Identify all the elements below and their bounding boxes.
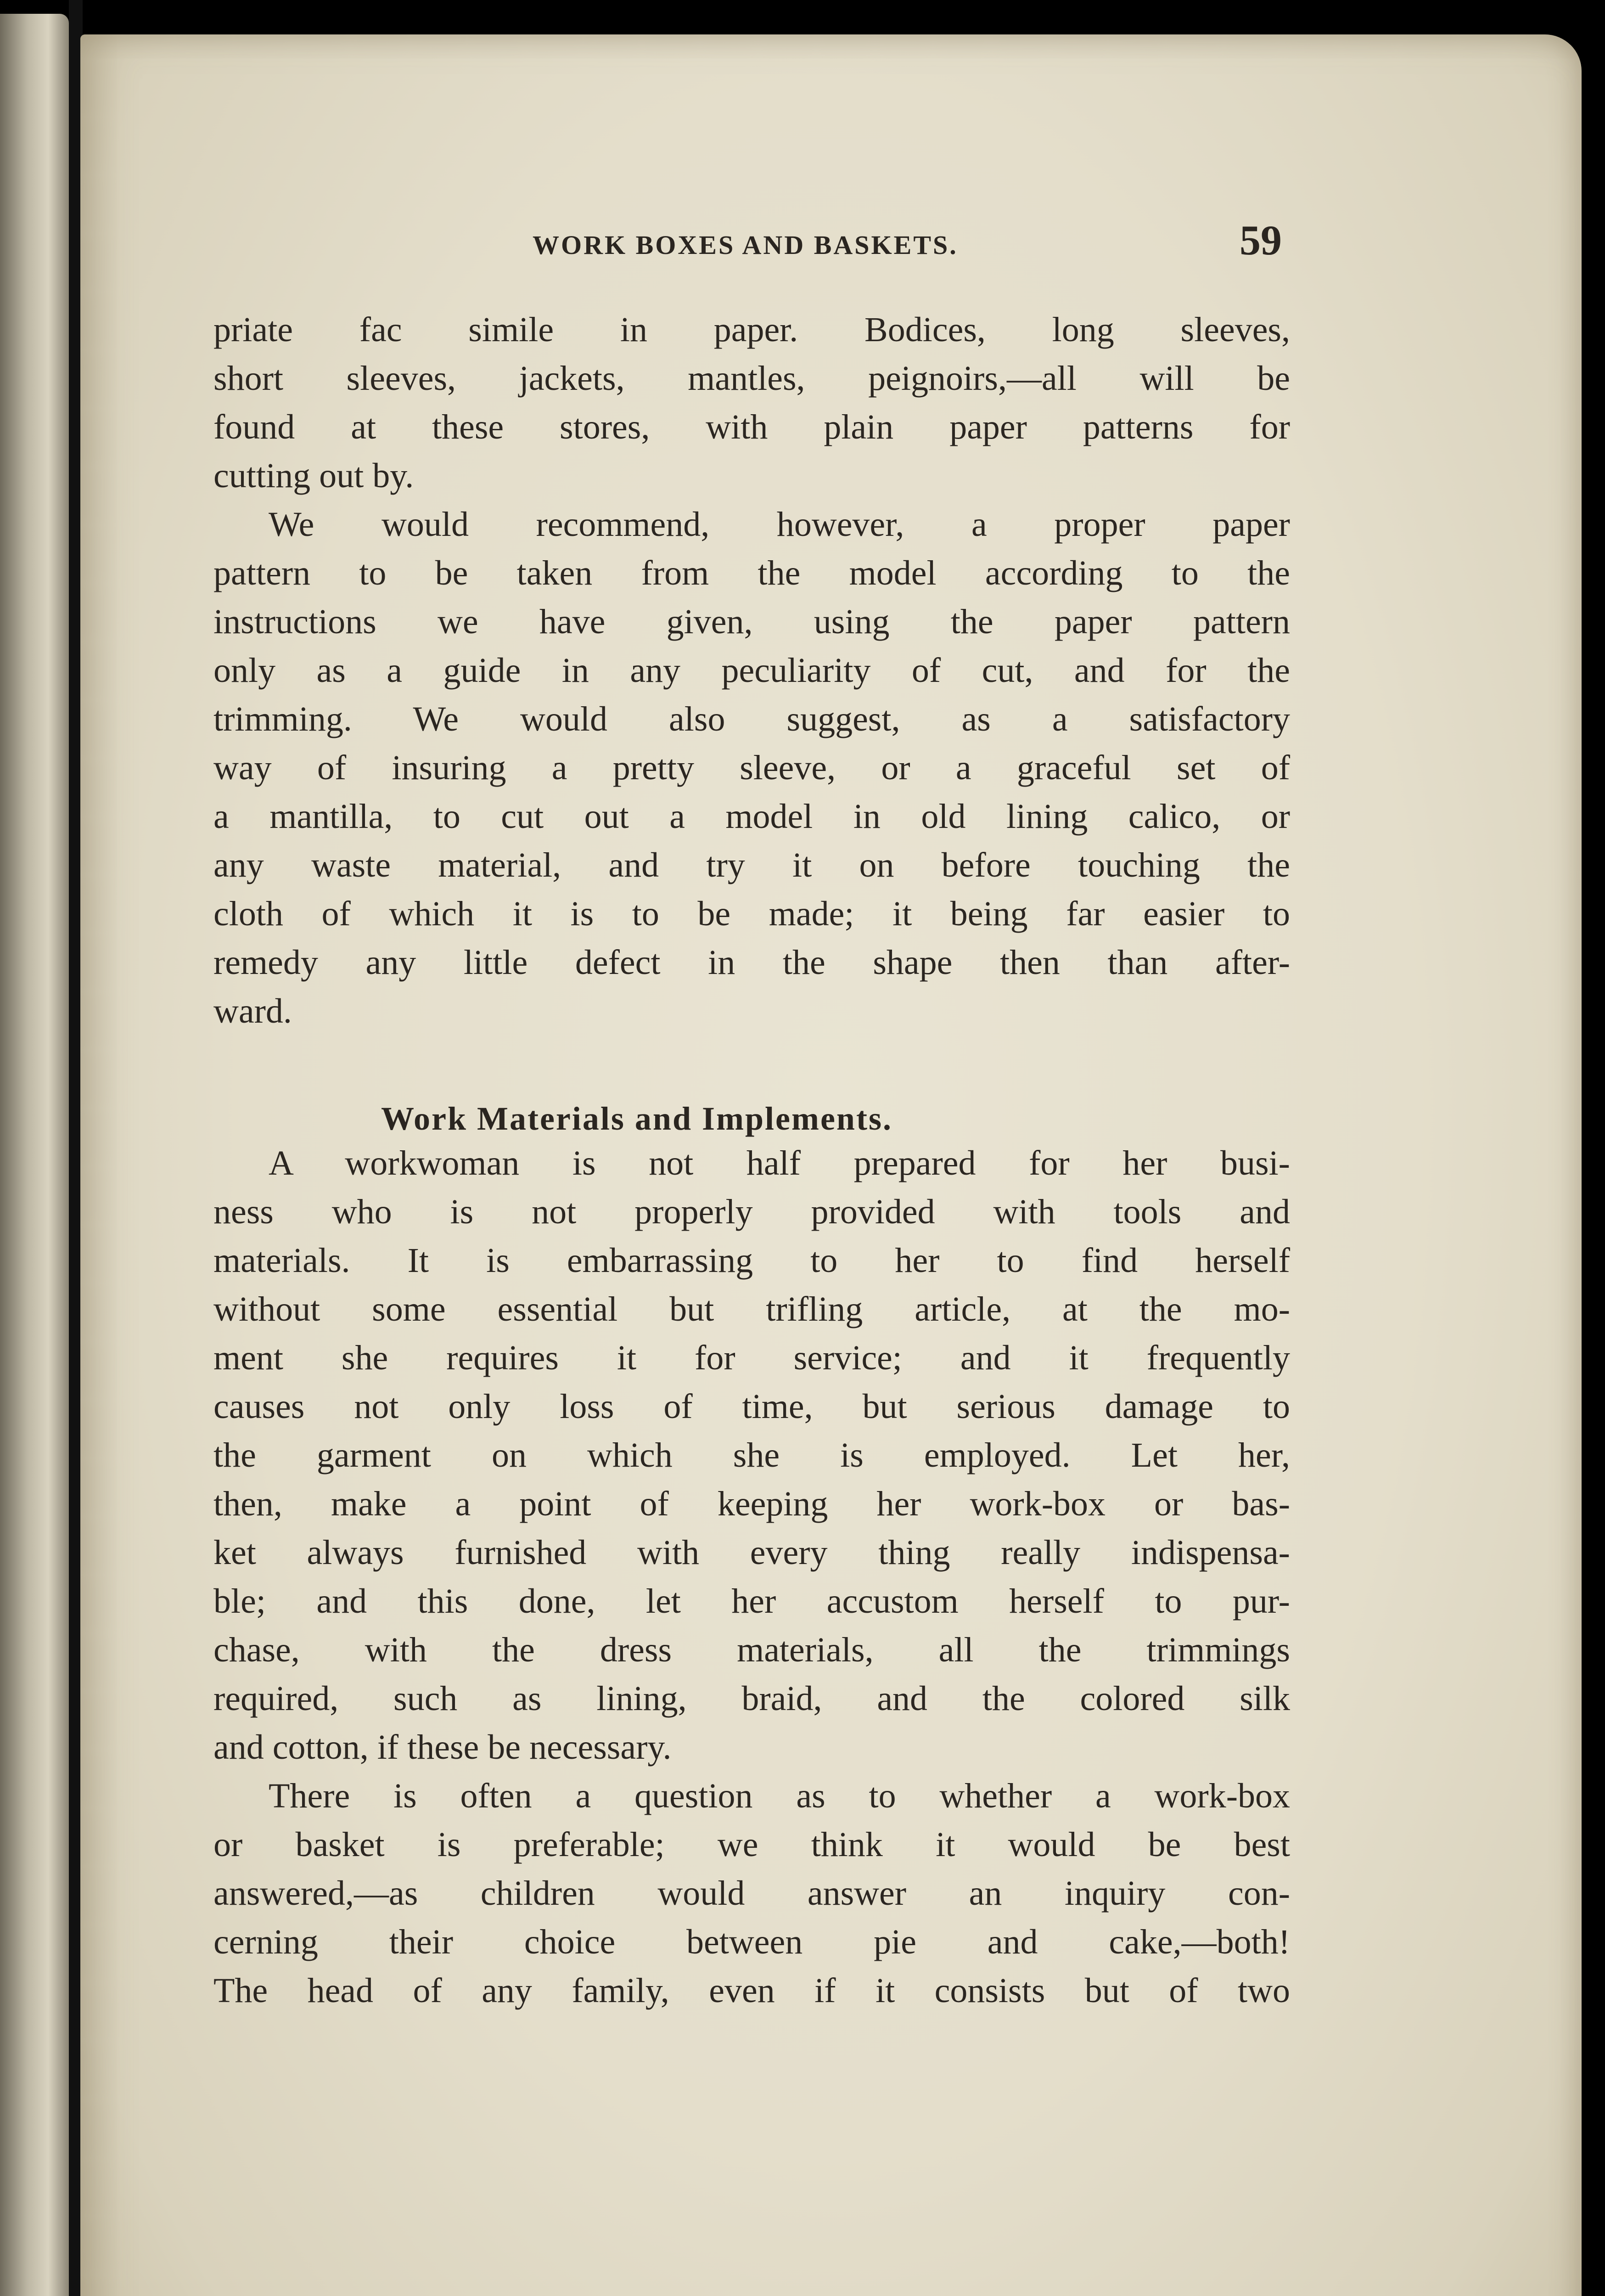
text-line: or basket is preferable; we think it would be best bbox=[213, 1825, 1290, 1864]
text-line: trimming. We would also suggest, as a satisfactory bbox=[213, 700, 1290, 738]
text-line: remedy any little defect in the shape then than after- bbox=[213, 943, 1290, 982]
text-line: ble; and this done, let her accustom herself to pur- bbox=[213, 1582, 1290, 1621]
body-text-top bbox=[213, 305, 1290, 1035]
text-line: short sleeves, jackets, mantles, peignoirs,—all will be bbox=[213, 359, 1290, 398]
text-line: priate fac simile in paper. Bodices, long sleeves, bbox=[213, 310, 1290, 349]
text-line: the garment on which she is employed. Let her, bbox=[213, 1436, 1290, 1474]
text-line: answered,—as children would answer an inquiry con- bbox=[213, 1874, 1290, 1913]
text-line: cloth of which it is to be made; it being far easier to bbox=[213, 895, 1290, 933]
text-line: way of insuring a pretty sleeve, or a graceful set of bbox=[213, 748, 1290, 787]
running-head: WORK BOXES AND BASKETS. bbox=[533, 230, 958, 260]
page-number: 59 bbox=[1240, 217, 1282, 264]
text-line: cutting out by. bbox=[213, 456, 414, 495]
text-line: There is often a question as to whether a work-box bbox=[269, 1777, 1290, 1815]
text-line: A workwoman is not half prepared for her busi- bbox=[269, 1144, 1290, 1182]
text-line: ket always furnished with every thing really indispensa- bbox=[213, 1533, 1290, 1572]
body-text-bottom bbox=[213, 1139, 1290, 2015]
text-line: without some essential but trifling article, at the mo- bbox=[213, 1290, 1290, 1328]
text-line: causes not only loss of time, but serious damage to bbox=[213, 1387, 1290, 1426]
text-line: instructions we have given, using the paper pattern bbox=[213, 602, 1290, 641]
paragraph bbox=[213, 1139, 1290, 1772]
text-line: only as a guide in any peculiarity of cut, and for the bbox=[213, 651, 1290, 690]
paragraph bbox=[213, 1772, 1290, 2015]
section-heading: Work Materials and Implements. bbox=[381, 1100, 892, 1137]
text-line: We would recommend, however, a proper paper bbox=[269, 505, 1290, 544]
text-line: any waste material, and try it on before touching the bbox=[213, 846, 1290, 884]
text-line: cerning their choice between pie and cake,—both! bbox=[213, 1923, 1290, 1961]
text-line: required, such as lining, braid, and the colored silk bbox=[213, 1679, 1290, 1718]
text-line: chase, with the dress materials, all the trimmings bbox=[213, 1631, 1290, 1669]
text-line: ward. bbox=[213, 992, 292, 1030]
text-line: found at these stores, with plain paper patterns for bbox=[213, 408, 1290, 446]
text-line: and cotton, if these be necessary. bbox=[213, 1728, 672, 1767]
paragraph bbox=[213, 305, 1290, 500]
text-line: materials. It is embarrassing to her to find herself bbox=[213, 1241, 1290, 1280]
text-line: then, make a point of keeping her work-box or bas- bbox=[213, 1485, 1290, 1523]
previous-page-edge bbox=[0, 14, 69, 2296]
text-line: The head of any family, even if it consists but of two bbox=[213, 1971, 1290, 2010]
text-line: ment she requires it for service; and it frequently bbox=[213, 1339, 1290, 1377]
paragraph bbox=[213, 500, 1290, 1035]
text-line: ness who is not properly provided with tools and bbox=[213, 1193, 1290, 1231]
text-line: a mantilla, to cut out a model in old lining calico, or bbox=[213, 797, 1290, 836]
text-line: pattern to be taken from the model according to the bbox=[213, 554, 1290, 592]
